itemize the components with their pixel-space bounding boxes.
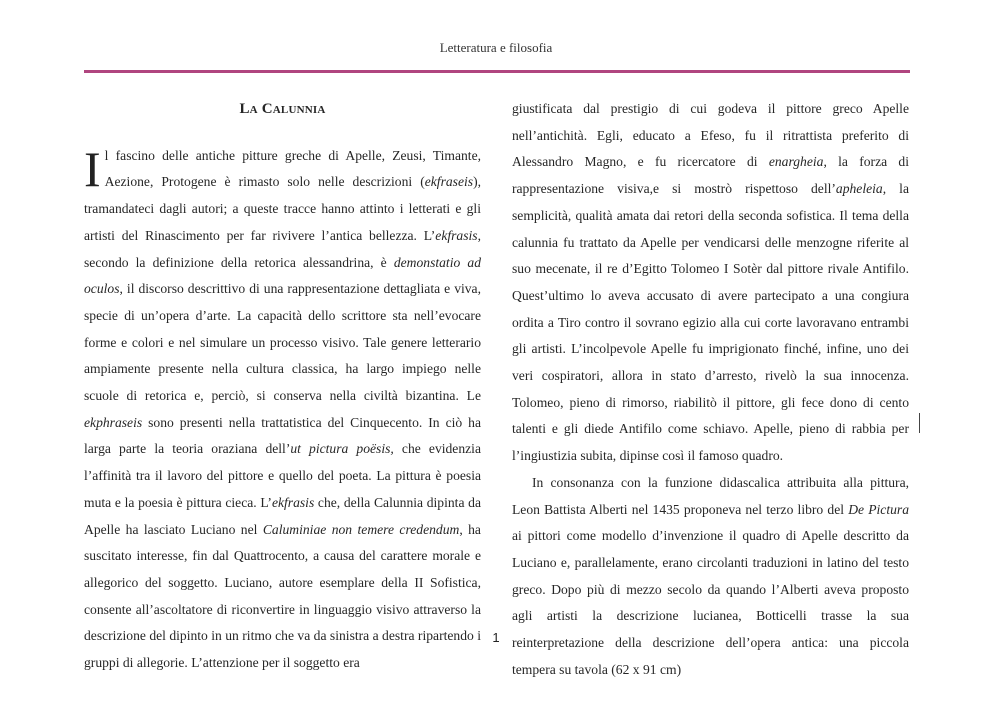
text-run: che, della Calunnia dipinta da Apelle ha lasciato Luciano nel bbox=[84, 494, 482, 537]
text-run: In consonanza con la funzione didascalica attribuita alla pittura, Leon Battista Alberti nel 1435 proponeva nel terzo libro del bbox=[512, 474, 909, 517]
section-title: La Calunnia bbox=[239, 101, 326, 117]
left-column bbox=[84, 96, 481, 677]
text-run: ai pittori come modello d’invenzione il quadro di Apelle descritto da Luciano e, parallelamente, erano circolanti traduzioni in latino del testo greco. Dopo più di mezzo secolo da quando l’Alberti aveva proposto agli artisti la descrizione lucianea, Botticelli trasse la sua reinterpretazione della descrizione dell’opera antica: una piccola tempera su tavola (62 x 91 cm) bbox=[512, 528, 909, 677]
italic-term: demonstatio ad oculos bbox=[84, 254, 481, 297]
text-run: , la semplicità, qualità amata dai retori della seconda sofistica. Il tema della calunnia fu trattato da Apelle per vendicarsi delle menzogne riferite al suo mecenate, il re d’Egitto Tolomeo I Sotèr dal pittore rivale Antifilo. Quest’ultimo lo aveva accusato di avere partecipato a una congiura ordita a Tiro contro il sovrano egizio alla cui corte lavoravano entrambi gli artisti. L’incolpevole Apelle fu imprigionato finché, infine, uno dei veri cospiratori, allora in stato d’arresto, rivelò la sua innocenza. Tolomeo, pieno di rimorso, riabilitò il pittore, gli fece dono di cento talenti e gli diede Antifilo come schiavo. Apelle, pieno di rabbia per l’ingiustizia subita, dipinse così il famoso quadro. bbox=[512, 181, 909, 464]
text-run: sono presenti nella trattatistica del Cinquecento. In ciò ha larga parte la teoria oraziana dell’ bbox=[84, 414, 481, 457]
drop-cap: I bbox=[84, 140, 101, 197]
text-run: l fascino delle antiche pitture greche di Apelle, Zeusi, Timante, Aezione, Protogene è rimasto solo nelle descrizioni ( bbox=[104, 147, 481, 190]
right-column bbox=[512, 96, 909, 683]
italic-term: Caluminiae non temere credendum bbox=[262, 521, 460, 537]
italic-term: ekphraseis bbox=[84, 414, 143, 430]
italic-term: enargheia bbox=[768, 154, 824, 170]
text-run: , la forza di rappresentazione visiva,e si mostrò rispettoso dell’ bbox=[512, 154, 909, 197]
page-number: 1 bbox=[492, 630, 500, 645]
running-header: Letteratura e filosofia bbox=[439, 40, 553, 55]
italic-term: ekfrasis bbox=[271, 494, 315, 510]
italic-term: ekfrasis bbox=[435, 227, 478, 243]
text-cursor bbox=[919, 413, 920, 433]
text-run: , secondo la definizione della retorica alessandrina, è bbox=[84, 227, 481, 270]
text-run: , ha suscitato interesse, fin dal Quattrocento, a causa del carattere morale e allegorico del soggetto. Luciano, autore esemplare della II Sofistica, consente all’ascoltatore di riconvertire in linguaggio visivo attraverso la descrizione del dipinto in un ritmo che va da sinistra a destra ripartendo i gruppi di allegorie. L’attenzione per il soggetto era bbox=[84, 521, 481, 671]
paragraph-continuation bbox=[512, 96, 909, 470]
text-run: giustificata dal prestigio di cui godeva il pittore greco Apelle nell’antichità. Egli, educato a Efeso, fu il ritrattista preferito di Alessandro Magno, e fu ricercatore di bbox=[512, 101, 909, 170]
text-run: ), tramandateci dagli autori; a queste tracce hanno attinto i letterati e gli artisti del Rinascimento per far rivivere l’antica bellezza. L’ bbox=[84, 174, 481, 243]
italic-term: apheleia bbox=[835, 181, 883, 197]
italic-term: De Pictura bbox=[848, 501, 909, 517]
paragraph-alberti bbox=[512, 470, 909, 684]
text-run: che evidenzia l’affinità tra il lavoro del pittore e quello del poeta. La pittura è poesia muta e la poesia è pittura cieca. L’ bbox=[84, 441, 481, 510]
header-rule bbox=[84, 70, 910, 73]
text-run: , il discorso descrittivo di una rappresentazione dettagliata e viva, specie di un’opera d’arte. La capacità dello scrittore sta nell’evocare forme e colori e nel simulare un processo visivo. Tale genere letterario ampiamente presente nella cultura classica, ha largo impiego nelle scuole di retorica e, perciò, si conserva nella civiltà bizantina. Le bbox=[84, 281, 481, 404]
italic-term: ekfraseis bbox=[424, 174, 474, 190]
italic-term: ut pictura poësis, bbox=[290, 441, 394, 457]
intro-paragraph bbox=[84, 140, 482, 677]
